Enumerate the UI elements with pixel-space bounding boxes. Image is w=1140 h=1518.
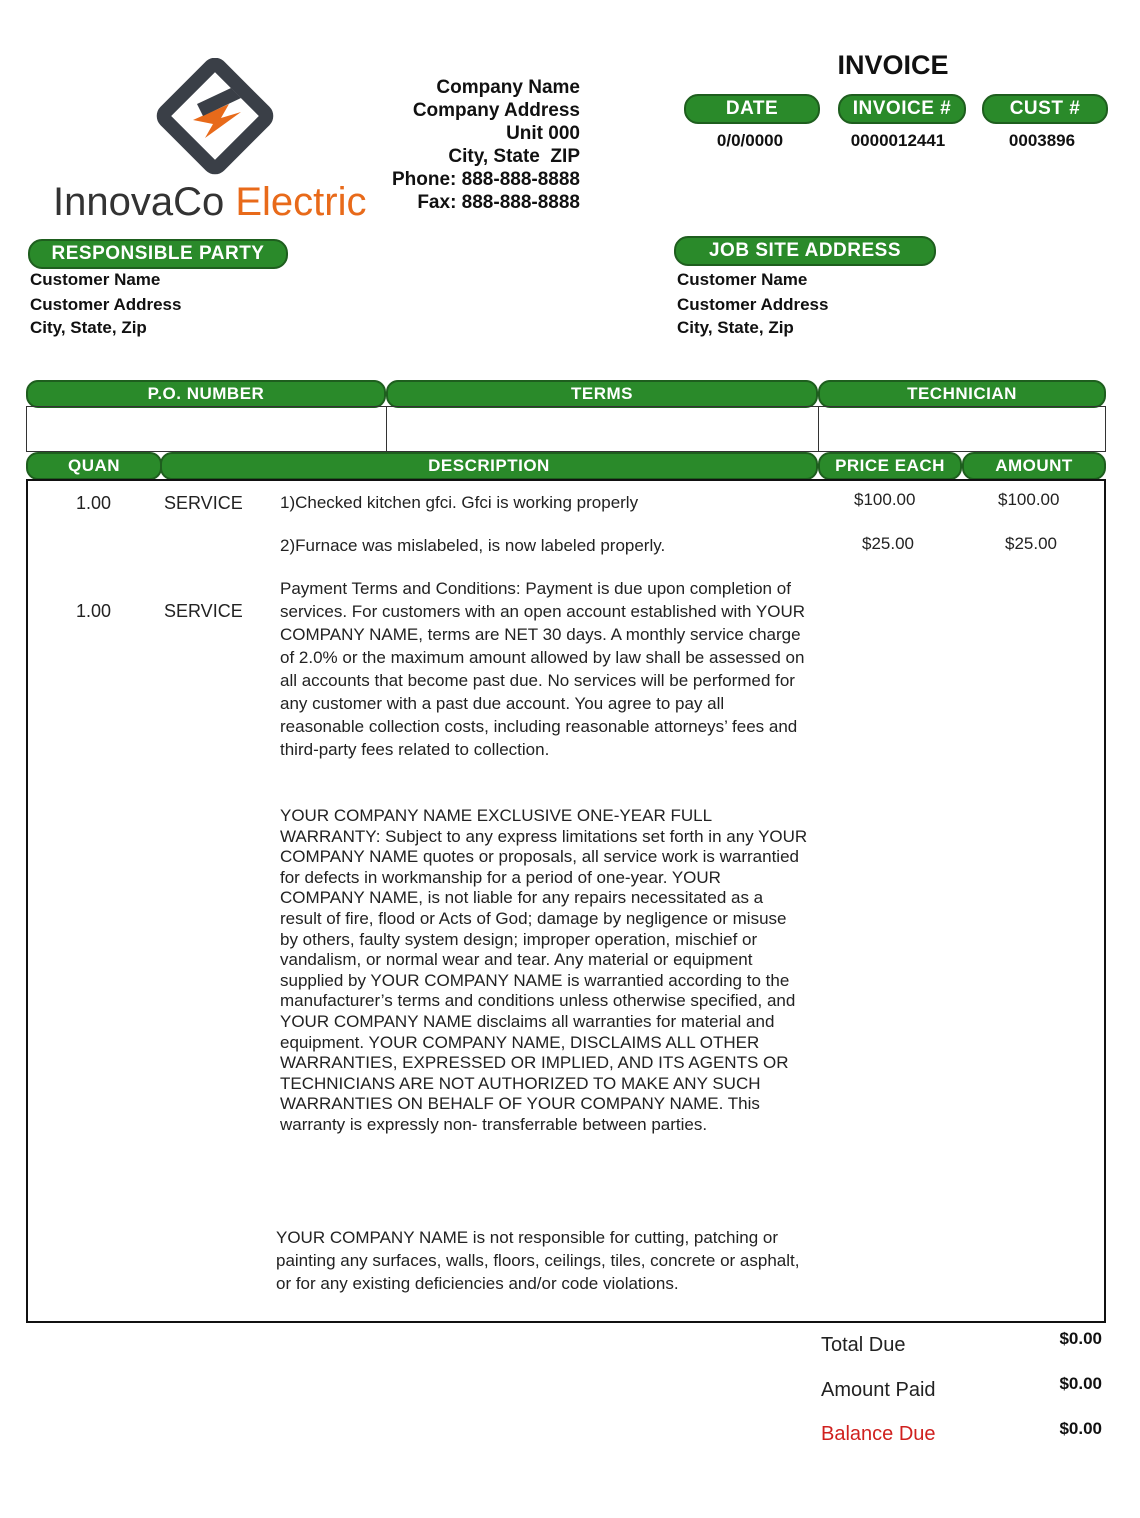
- row-3-item: SERVICE: [164, 601, 243, 621]
- brand-name: InnovaCo Electric: [53, 180, 367, 224]
- amount-paid-value: $0.00: [1059, 1374, 1102, 1393]
- terms-label: TERMS: [386, 380, 818, 408]
- rp-customer-name: Customer Name: [30, 270, 161, 289]
- row-1-price: $100.00: [854, 490, 916, 509]
- balance-due-value: $0.00: [1059, 1419, 1102, 1438]
- js-customer-address: Customer Address: [677, 295, 829, 314]
- quan-label: QUAN: [26, 452, 162, 480]
- cust-number-value: 0003896: [1008, 131, 1076, 150]
- job-site-info: [677, 268, 828, 339]
- date-value: 0/0/0000: [716, 131, 784, 150]
- divider: [818, 406, 819, 452]
- job-site-address-label: JOB SITE ADDRESS: [674, 236, 936, 266]
- rp-customer-address: Customer Address: [30, 295, 182, 314]
- responsible-party-label: RESPONSIBLE PARTY: [28, 239, 288, 269]
- invoice-title: INVOICE: [837, 50, 949, 80]
- rp-city-state-zip: City, State, Zip: [30, 318, 147, 337]
- row-1-amount: $100.00: [998, 490, 1060, 509]
- js-customer-name: Customer Name: [677, 270, 808, 289]
- po-number-label: P.O. NUMBER: [26, 380, 386, 408]
- invoice-number-value: 0000012441: [850, 131, 946, 150]
- company-address: Company Address: [412, 100, 580, 121]
- js-city-state-zip: City, State, Zip: [677, 318, 794, 337]
- electric-diamond-logo-icon: [45, 58, 385, 178]
- amount-paid-label: Amount Paid: [821, 1379, 936, 1401]
- disclaimer-text: YOUR COMPANY NAME is not responsible for cutting, patching or painting any surfaces, walls, floors, ceilings, tiles, concrete or asphalt, or for any existing deficiencies and/or code violations.: [276, 1228, 800, 1293]
- row-3-quan: 1.00: [76, 601, 112, 621]
- row-1-item: SERVICE: [164, 493, 243, 513]
- technician-label: TECHNICIAN: [818, 380, 1106, 408]
- amount-label: AMOUNT: [962, 452, 1106, 480]
- company-phone: Phone: 888-888-8888: [392, 169, 580, 190]
- price-each-label: PRICE EACH: [818, 452, 962, 480]
- row-2-amount: $25.00: [1005, 534, 1057, 553]
- warranty-text: YOUR COMPANY NAME EXCLUSIVE ONE-YEAR FULL WARRANTY: Subject to any express limitations set forth in any YOUR COMPANY NAME quotes or proposals, all service work is warrantied for defects in workmanship for a period of one-year. YOUR COMPANY NAME, is not liable for any repairs necessitated as a result of fire, flood or Acts of God; damage by negligence or misuse by others, faulty system design; improper operation, mischief or vandalism, or normal wear and tear. Any material or equipment supplied by YOUR COMPANY NAME is warrantied according to the manufacturer’s terms and conditions unless otherwise specified, and YOUR COMPANY NAME disclaims all warranties for material and equipment. YOUR COMPANY NAME, DISCLAIMS ALL OTHER WARRANTIES, EXPRESSED OR IMPLIED, AND ITS AGENTS OR TECHNICIANS ARE NOT AUTHORIZED TO MAKE ANY SUCH WARRANTIES ON BEHALF OF YOUR COMPANY NAME. This warranty is expressly non- transferrable between parties.: [280, 806, 808, 1134]
- company-fax: Fax: 888-888-8888: [417, 192, 580, 213]
- row-2-description: 2)Furnace was mislabeled, is now labeled properly.: [280, 536, 666, 555]
- balance-due-label: Balance Due: [821, 1423, 936, 1445]
- date-label: DATE: [684, 94, 820, 124]
- invoice-number-label: INVOICE #: [838, 94, 966, 124]
- company-info: [360, 76, 580, 214]
- company-city: City, State ZIP: [448, 146, 580, 167]
- po-terms-technician-row: [26, 406, 1106, 452]
- row-2-price: $25.00: [862, 534, 914, 553]
- divider: [386, 406, 387, 452]
- cust-number-label: CUST #: [982, 94, 1108, 124]
- company-unit: Unit 000: [506, 123, 580, 144]
- responsible-party-info: [30, 268, 181, 339]
- logo: [45, 58, 385, 228]
- row-1-description: 1)Checked kitchen gfci. Gfci is working properly: [280, 493, 639, 512]
- description-label: DESCRIPTION: [160, 452, 818, 480]
- total-due-value: $0.00: [1059, 1329, 1102, 1348]
- total-due-label: Total Due: [821, 1334, 906, 1356]
- payment-terms-text: Payment Terms and Conditions: Payment is due upon completion of services. For customers with an open account established with YOUR COMPANY NAME, terms are NET 30 days. A monthly service charge of 2.0% or the maximum amount allowed by law shall be assessed on all accounts that become past due. No services will be performed for any customer with a past due account. You agree to pay all reasonable collection costs, including reasonable attorneys’ fees and third-party fees related to collection.: [280, 579, 806, 759]
- row-1-quan: 1.00: [76, 493, 112, 513]
- company-name: Company Name: [436, 77, 580, 98]
